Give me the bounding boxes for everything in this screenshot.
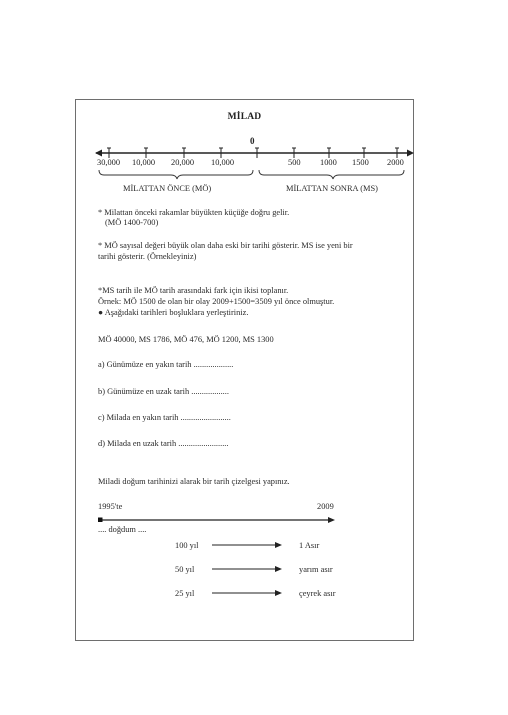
- arrow-right-icon: [275, 566, 282, 572]
- arrow-right-icon: [407, 150, 414, 157]
- equiv-right: çeyrek asır: [299, 589, 336, 598]
- note-text: Örnek: MÖ 1500 de olan bir olay 2009+1500=3509 yıl önce olmuştur.: [98, 297, 335, 306]
- note-text: *MS tarih ile MÖ tarih arasındaki fark için ikisi toplanır.: [98, 286, 289, 295]
- zero-label: 0: [250, 136, 255, 146]
- page-title: MİLAD: [227, 112, 262, 122]
- timeline-start-label: 1995'te: [98, 502, 123, 511]
- note-text: (MÖ 1400-700): [105, 218, 159, 227]
- ad-caption: MİLATTAN SONRA (MS): [286, 184, 378, 193]
- arrow-right-icon: [275, 542, 282, 548]
- equiv-right: 1 Asır: [299, 541, 320, 550]
- tick-label: 20,000: [171, 158, 195, 167]
- instruction-text: ● Aşağıdaki tarihleri boşluklara yerleştiriniz.: [98, 308, 249, 317]
- equivalence-arrows: [76, 530, 415, 600]
- timeline-instruction: Miladi doğum tarihinizi alarak bir tarih çizelgesi yapınız.: [98, 477, 290, 486]
- timeline-end-label: 2009: [317, 502, 334, 511]
- question-c: c) Milada en yakın tarih ........................: [98, 413, 231, 422]
- born-label: .... doğdum ....: [98, 525, 147, 534]
- question-a: a) Günümüze en yakın tarih ...................: [98, 360, 234, 369]
- bc-caption: MİLATTAN ÖNCE (MÖ): [123, 184, 212, 193]
- arrow-left-icon: [95, 150, 102, 157]
- note-text: * Milattan önceki rakamlar büyükten küçüğe doğru gelir.: [98, 208, 290, 217]
- tick-label: 30,000: [97, 158, 121, 167]
- braces: [76, 168, 415, 182]
- note-text: * MÖ sayısal değeri büyük olan daha eski bir tarihi gösterir. MS ise yeni bir: [98, 241, 353, 250]
- equiv-left: 100 yıl: [175, 541, 199, 550]
- equiv-right: yarım asır: [299, 565, 333, 574]
- dates-list: MÖ 40000, MS 1786, MÖ 476, MÖ 1200, MS 1300: [98, 335, 274, 344]
- note-text: tarihi gösterir. (Örnekleyiniz): [98, 252, 197, 261]
- arrow-right-icon: [275, 590, 282, 596]
- worksheet-page: [75, 99, 414, 641]
- number-line: [76, 140, 415, 160]
- tick-label: 10,000: [132, 158, 156, 167]
- left-brace: [99, 170, 253, 179]
- right-brace: [259, 170, 404, 179]
- start-marker-icon: [98, 518, 103, 523]
- tick-label: 500: [288, 158, 301, 167]
- tick-label: 2000: [387, 158, 404, 167]
- question-d: d) Milada en uzak tarih ........................: [98, 439, 229, 448]
- tick-label: 10,000: [211, 158, 235, 167]
- tick-label: 1000: [320, 158, 337, 167]
- arrow-right-icon: [328, 517, 335, 523]
- equiv-left: 25 yıl: [175, 589, 195, 598]
- tick-label: 1500: [352, 158, 369, 167]
- question-b: b) Günümüze en uzak tarih ..................: [98, 387, 229, 396]
- equiv-left: 50 yıl: [175, 565, 195, 574]
